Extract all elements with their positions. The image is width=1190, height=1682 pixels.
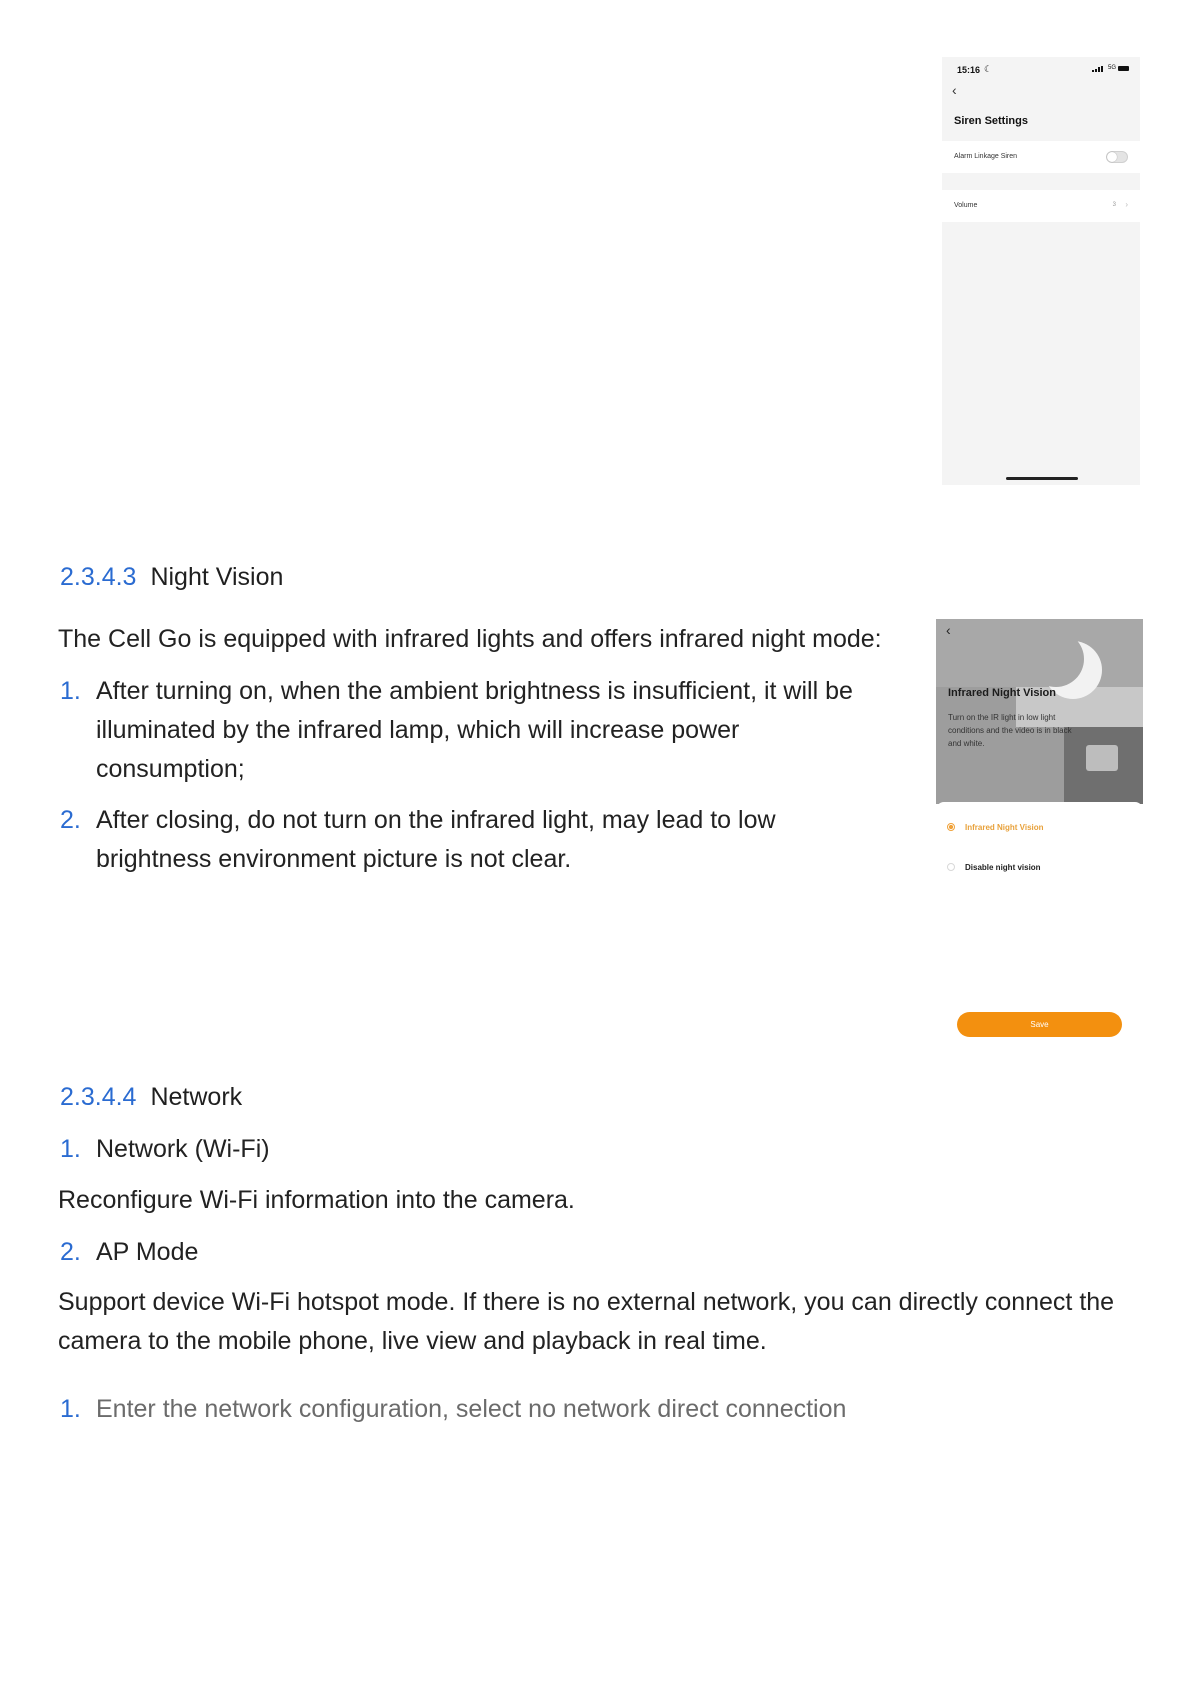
status-time: 15:16 (957, 65, 981, 75)
status-bar (942, 57, 1140, 85)
option-disable-night-vision[interactable] (947, 863, 1041, 872)
night-vision-intro: The Cell Go is equipped with infrared lights and offers infrared night mode: (58, 625, 882, 653)
radio-unselected-icon[interactable] (947, 863, 955, 871)
signal-icon (1092, 66, 1102, 72)
section-heading-night-vision (60, 563, 283, 592)
paragraph-line: Support device Wi-Fi hotspot mode. If there is no external network, you can directly connect the (58, 1288, 1115, 1316)
alarm-linkage-toggle[interactable] (1106, 151, 1128, 163)
battery-icon (1118, 66, 1129, 71)
description-line: and white. (948, 739, 985, 748)
section-title: Network (150, 1083, 243, 1111)
screen-description (948, 711, 1098, 750)
list-item (60, 1130, 920, 1169)
wifi-description: Reconfigure Wi-Fi information into the camera. (58, 1186, 575, 1214)
options-sheet (936, 802, 1143, 1052)
save-button[interactable]: Save (957, 1012, 1122, 1037)
alarm-linkage-row (942, 141, 1140, 173)
toggle-knob (1107, 152, 1117, 162)
list-text-line: After turning on, when the ambient brightness is insufficient, it will be (96, 677, 853, 705)
list-text: AP Mode (96, 1238, 199, 1266)
list-number: 1. (60, 1395, 81, 1423)
alarm-linkage-label: Alarm Linkage Siren (954, 153, 1018, 160)
section-number: 2.3.4.4 (60, 1083, 137, 1111)
list-item (60, 1390, 1060, 1429)
back-chevron-icon[interactable]: ‹ (946, 622, 951, 638)
back-chevron-icon[interactable]: ‹ (952, 82, 957, 98)
section-number: 2.3.4.3 (60, 563, 137, 591)
ap-mode-description (58, 1283, 1158, 1361)
screen-title: Siren Settings (954, 115, 1028, 127)
radio-selected-icon[interactable] (947, 823, 955, 831)
section-heading-network (60, 1083, 242, 1112)
list-text: Enter the network configuration, select no network direct connection (96, 1395, 847, 1423)
option-label: Disable night vision (965, 863, 1041, 872)
list-number: 1. (60, 1135, 81, 1163)
screen-title: Infrared Night Vision (948, 687, 1056, 699)
list-item (60, 801, 920, 879)
option-label: Infrared Night Vision (965, 823, 1044, 832)
volume-value: 3 (1112, 202, 1116, 208)
option-infrared-night-vision[interactable] (947, 823, 1044, 832)
list-number: 2. (60, 1238, 81, 1266)
description-line: conditions and the video is in black (948, 726, 1072, 735)
night-vision-banner (936, 619, 1143, 804)
volume-row[interactable] (942, 190, 1140, 222)
list-text: Network (Wi-Fi) (96, 1135, 270, 1163)
description-line: Turn on the IR light in low light (948, 713, 1056, 722)
night-vision-screenshot (936, 619, 1143, 1052)
list-item (60, 1233, 920, 1272)
list-text-line: illuminated by the infrared lamp, which will increase power (96, 716, 740, 744)
volume-label: Volume (954, 202, 978, 209)
network-type: 5G (1107, 65, 1116, 71)
chevron-right-icon: › (1125, 200, 1128, 209)
siren-settings-screenshot (942, 57, 1140, 485)
list-number: 1. (60, 677, 81, 705)
home-indicator (1006, 477, 1078, 480)
list-text-line: brightness environment picture is not clear. (96, 845, 572, 873)
list-text-line: After closing, do not turn on the infrared light, may lead to low (96, 806, 776, 834)
moon-icon: ☾ (984, 64, 993, 74)
paragraph-line: camera to the mobile phone, live view and playback in real time. (58, 1327, 767, 1355)
list-item (60, 672, 920, 789)
list-number: 2. (60, 806, 81, 834)
section-title: Night Vision (150, 563, 284, 591)
list-text-line: consumption; (96, 755, 245, 783)
